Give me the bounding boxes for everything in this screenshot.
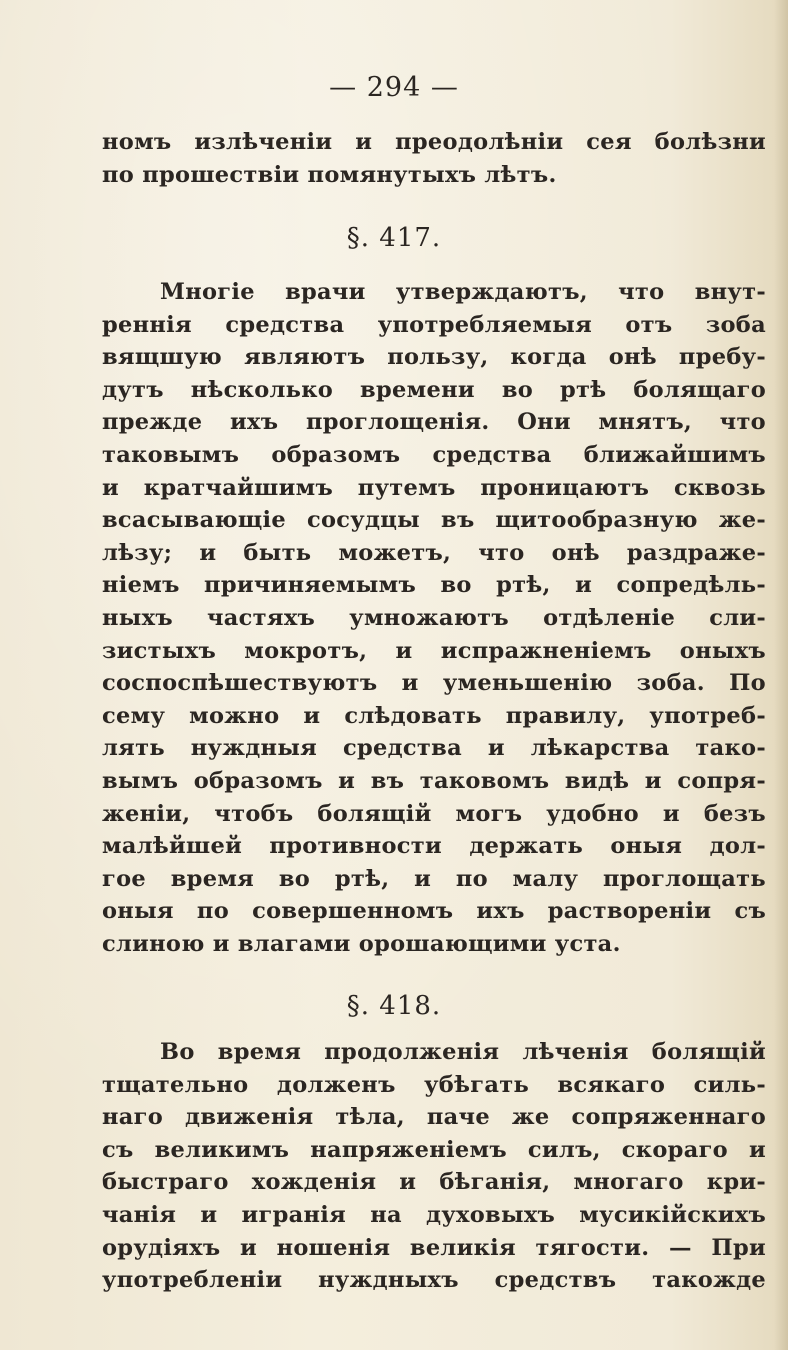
text-line: дутъ нѣсколько времени во ртѣ болящаго (102, 376, 766, 403)
text-line: всасывающіе сосудцы въ щитообразную же- (102, 507, 766, 534)
text-line: ныхъ частяхъ умножаютъ отдѣленіе сли- (102, 604, 766, 631)
text-line: ніемъ причиняемымъ во ртѣ, и сопредѣль- (102, 572, 766, 599)
text-line: быстраго хожденія и бѣганія, многаго кри- (102, 1169, 766, 1196)
text-line: женіи, чтобъ болящій могъ удобно и безъ (102, 800, 766, 827)
text-line: лять нуждныя средства и лѣкарства тако- (102, 735, 766, 762)
text-line: гое время во ртѣ, и по малу проглощать (102, 865, 766, 892)
text-line: съ великимъ напряженіемъ силъ, скораго и (102, 1136, 766, 1163)
text-line: слиною и влагами орошающими уста. (102, 930, 621, 957)
continued-paragraph (102, 126, 766, 191)
section-418-paragraph (102, 1036, 766, 1297)
text-line: оныя по совершенномъ ихъ раствореніи съ (102, 898, 766, 925)
text-line: номъ излѣченіи и преодолѣніи сея болѣзни (102, 129, 766, 155)
text-line: чанія и игранія на духовыхъ мусикійскихъ (102, 1201, 766, 1228)
text-line: вымъ образомъ и въ таковомъ видѣ и сопря- (102, 767, 766, 794)
text-line: Во время продолженія лѣченія болящій (160, 1039, 766, 1065)
text-line: употребленіи нуждныхъ средствъ такожде (102, 1267, 766, 1294)
text-line: наго движенія тѣла, паче же сопряженнаго (102, 1104, 766, 1131)
text-line: орудіяхъ и ношенія великія тягости. — При (102, 1234, 766, 1261)
text-line: прежде ихъ проглощенія. Они мнятъ, что (102, 409, 766, 436)
text-line: тщательно долженъ убѣгать всякаго силь- (102, 1071, 766, 1098)
text-line: Многіе врачи утверждаютъ, что внут- (160, 279, 766, 305)
text-line: по прошествіи помянутыхъ лѣтъ. (102, 161, 557, 188)
text-line: лѣзу; и быть можетъ, что онѣ раздраже- (102, 539, 766, 566)
text-line: вящшую являютъ пользу, когда онѣ пребу- (102, 344, 766, 371)
text-line: зистыхъ мокротъ, и испражненіемъ оныхъ (102, 637, 766, 664)
text-line: сему можно и слѣдовать правилу, употреб- (102, 702, 766, 729)
section-417-paragraph (102, 276, 766, 960)
text-line: таковымъ образомъ средства ближайшимъ (102, 441, 766, 468)
page-number: — 294 — (329, 72, 459, 103)
text-line: малѣйшей противности держать оныя дол- (102, 833, 766, 860)
text-line: и кратчайшимъ путемъ проницаютъ сквозь (102, 474, 766, 501)
section-heading-417: §. 417. (346, 223, 442, 253)
page-edge-shadow (774, 0, 788, 1350)
text-line: реннія средства употребляемыя отъ зоба (102, 311, 766, 338)
text-line: соспоспѣшествуютъ и уменьшенію зоба. По (102, 670, 766, 697)
section-heading-418: §. 418. (346, 991, 442, 1021)
